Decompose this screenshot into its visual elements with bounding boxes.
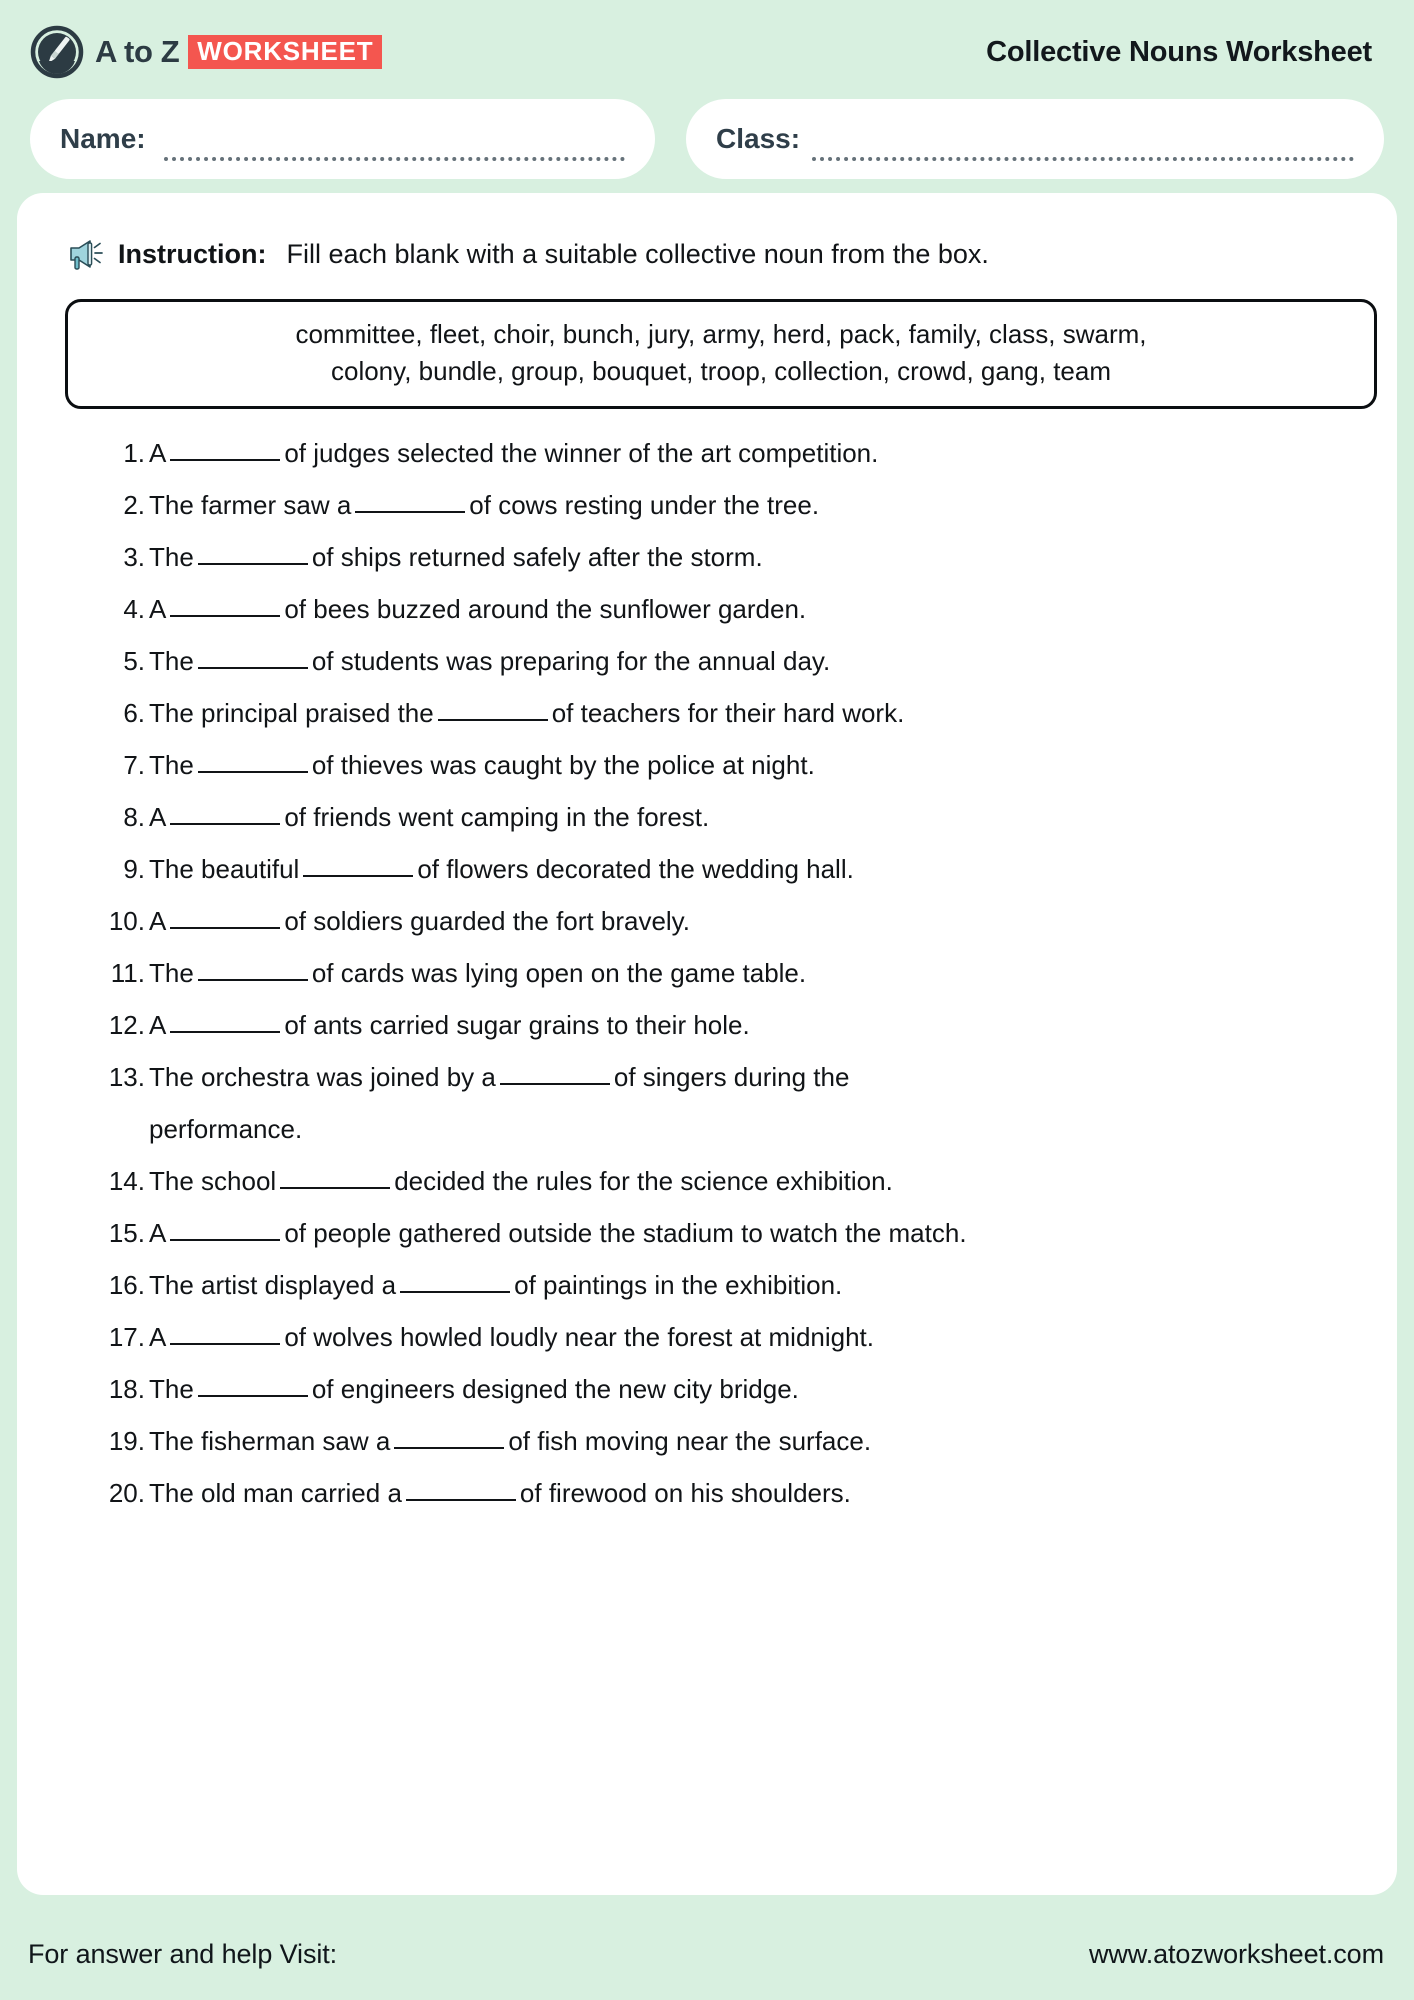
- answer-blank[interactable]: [198, 667, 308, 669]
- answer-blank[interactable]: [198, 563, 308, 565]
- answer-blank[interactable]: [280, 1187, 390, 1189]
- question-number: 2.: [123, 490, 145, 521]
- instruction-row: [51, 227, 1363, 281]
- question-row: [97, 1423, 1363, 1475]
- question-text-before: The fisherman saw a: [149, 1426, 391, 1457]
- name-field-container[interactable]: [30, 99, 655, 179]
- question-number: 16.: [108, 1270, 145, 1301]
- answer-blank[interactable]: [198, 1395, 308, 1397]
- question-text-after: of fish moving near the surface.: [508, 1426, 872, 1457]
- question-text-after: of engineers designed the new city bridge.: [311, 1374, 799, 1405]
- questions-list: [51, 435, 1363, 1527]
- question-text-before: A: [149, 1322, 167, 1353]
- question-text-before: A: [149, 594, 167, 625]
- question-text: [149, 1007, 1363, 1044]
- question-text: [149, 695, 1363, 732]
- question-row: [97, 1319, 1363, 1371]
- answer-blank[interactable]: [170, 1343, 280, 1345]
- question-text: [149, 487, 1363, 524]
- question-text-before: The: [149, 958, 194, 989]
- answer-blank[interactable]: [355, 511, 465, 513]
- question-text-before: The school: [149, 1166, 277, 1197]
- question-text-before: The: [149, 646, 194, 677]
- question-text-after: of friends went camping in the forest.: [284, 802, 710, 833]
- instruction-text: Fill each blank with a suitable collective noun from the box.: [286, 238, 989, 269]
- question-text-after: of cows resting under the tree.: [469, 490, 820, 521]
- question-row: [97, 799, 1363, 851]
- answer-blank[interactable]: [400, 1291, 510, 1293]
- question-number: 9.: [123, 854, 145, 885]
- question-number: 15.: [108, 1218, 145, 1249]
- answer-blank[interactable]: [170, 927, 280, 929]
- question-text: [149, 539, 1363, 576]
- answer-blank[interactable]: [198, 979, 308, 981]
- question-row: [97, 539, 1363, 591]
- question-number: 5.: [123, 646, 145, 677]
- question-text-after: of firewood on his shoulders.: [519, 1478, 851, 1509]
- question-text-before: The beautiful: [149, 854, 300, 885]
- question-text: [149, 747, 1363, 784]
- question-text: [149, 851, 1363, 888]
- question-text-before: The orchestra was joined by a: [149, 1062, 496, 1093]
- brand-name-badge: WORKSHEET: [188, 35, 382, 69]
- question-text-after: of people gathered outside the stadium to watch the match.: [284, 1218, 967, 1249]
- question-text-after: of students was preparing for the annual day.: [311, 646, 831, 677]
- question-text-before: The farmer saw a: [149, 490, 352, 521]
- answer-blank[interactable]: [170, 615, 280, 617]
- question-text-after: of singers during the: [613, 1062, 850, 1093]
- name-label: Name:: [60, 123, 146, 154]
- question-text-after: of wolves howled loudly near the forest at midnight.: [284, 1322, 875, 1353]
- question-text-before: A: [149, 1218, 167, 1249]
- question-text: [149, 1215, 1363, 1252]
- answer-blank[interactable]: [500, 1083, 610, 1085]
- question-number: 20.: [108, 1478, 145, 1509]
- word-bank-line-1: committee, fleet, choir, bunch, jury, army, herd, pack, family, class, swarm,: [295, 319, 1147, 349]
- question-number: 10.: [108, 906, 145, 937]
- question-text-before: A: [149, 906, 167, 937]
- question-row: [97, 643, 1363, 695]
- megaphone-icon: [68, 237, 106, 271]
- question-row: [97, 1007, 1363, 1059]
- question-number: 4.: [123, 594, 145, 625]
- question-text-before: The: [149, 542, 194, 573]
- brand-logo-group: [30, 25, 382, 79]
- question-number: 8.: [123, 802, 145, 833]
- word-bank-line-2: colony, bundle, group, bouquet, troop, collection, crowd, gang, team: [330, 356, 1111, 387]
- question-number: 6.: [123, 698, 145, 729]
- question-text-after: of paintings in the exhibition.: [514, 1270, 843, 1301]
- question-row: [97, 1267, 1363, 1319]
- brand-wordmark: [95, 34, 382, 70]
- question-text-before: The: [149, 1374, 194, 1405]
- question-text: [149, 1163, 1363, 1200]
- question-text-after: of flowers decorated the wedding hall.: [417, 854, 854, 885]
- pen-circle-logo-icon: [30, 25, 84, 79]
- question-text-after: of ships returned safely after the storm.: [311, 542, 763, 573]
- answer-blank[interactable]: [406, 1499, 516, 1501]
- class-input-line[interactable]: [812, 137, 1354, 161]
- question-row: [97, 1371, 1363, 1423]
- question-text-after: of soldiers guarded the fort bravely.: [284, 906, 690, 937]
- question-text-after: of bees buzzed around the sunflower garden.: [284, 594, 807, 625]
- question-text: [149, 1423, 1363, 1460]
- answer-blank[interactable]: [170, 1239, 280, 1241]
- question-row: [97, 1163, 1363, 1215]
- question-text: [149, 799, 1363, 836]
- question-row: [97, 903, 1363, 955]
- question-text-before: A: [149, 802, 167, 833]
- question-row: [97, 1215, 1363, 1267]
- footer-help-text: For answer and help Visit:: [28, 1938, 338, 1969]
- question-row: [97, 591, 1363, 643]
- word-bank-box: [65, 299, 1377, 409]
- question-text-before: The old man carried a: [149, 1478, 402, 1509]
- question-number: 1.: [123, 438, 145, 469]
- page-header: [0, 0, 1414, 104]
- question-row: [97, 955, 1363, 1007]
- answer-blank[interactable]: [394, 1447, 504, 1449]
- question-row: [97, 1059, 1363, 1111]
- question-text-before: The: [149, 750, 194, 781]
- question-text-before: A: [149, 1010, 167, 1041]
- question-number: 14.: [108, 1166, 145, 1197]
- question-text: [149, 1319, 1363, 1356]
- question-row: [97, 695, 1363, 747]
- question-number: 7.: [123, 750, 145, 781]
- question-text-before: A: [149, 438, 167, 469]
- question-number: 3.: [123, 542, 145, 573]
- question-continuation: performance.: [149, 1114, 303, 1145]
- question-row: [97, 435, 1363, 487]
- question-text-after: decided the rules for the science exhibition.: [394, 1166, 893, 1197]
- page-footer: [0, 1908, 1414, 2000]
- answer-blank[interactable]: [198, 771, 308, 773]
- name-input-line[interactable]: [164, 137, 625, 161]
- worksheet-card: [17, 193, 1397, 1895]
- question-number: 12.: [108, 1010, 145, 1041]
- question-text-after: of thieves was caught by the police at night.: [311, 750, 815, 781]
- question-text: [149, 955, 1363, 992]
- brand-name-primary: A to Z: [95, 34, 180, 69]
- question-text-after: of cards was lying open on the game table.: [311, 958, 807, 989]
- question-text-before: The principal praised the: [149, 698, 434, 729]
- answer-blank[interactable]: [170, 823, 280, 825]
- answer-blank[interactable]: [170, 1031, 280, 1033]
- question-text: [149, 1267, 1363, 1304]
- question-text-after: of teachers for their hard work.: [551, 698, 905, 729]
- question-row: [97, 1475, 1363, 1527]
- question-number: 18.: [108, 1374, 145, 1405]
- question-text: [149, 1475, 1363, 1512]
- question-number: 13.: [108, 1062, 145, 1093]
- class-label: Class:: [716, 123, 801, 154]
- question-text: [149, 435, 1363, 472]
- answer-blank[interactable]: [303, 875, 413, 877]
- question-number: 17.: [108, 1322, 145, 1353]
- answer-blank[interactable]: [438, 719, 548, 721]
- question-number: 19.: [108, 1426, 145, 1457]
- question-text: [149, 591, 1363, 628]
- instruction-label: Instruction:: [118, 238, 267, 269]
- question-text-after: of ants carried sugar grains to their hole.: [284, 1010, 750, 1041]
- question-text-before: The artist displayed a: [149, 1270, 397, 1301]
- student-info-row: [30, 99, 1384, 179]
- class-field-container[interactable]: [686, 99, 1384, 179]
- question-text: [149, 1371, 1363, 1408]
- question-text: [149, 1059, 1363, 1096]
- footer-website-url[interactable]: www.atozworksheet.com: [1088, 1938, 1384, 1969]
- question-row: [97, 487, 1363, 539]
- question-row: [97, 851, 1363, 903]
- question-number: 11.: [110, 958, 145, 989]
- question-row: [97, 747, 1363, 799]
- question-text: [149, 903, 1363, 940]
- answer-blank[interactable]: [170, 459, 280, 461]
- page-title: Collective Nouns Worksheet: [986, 35, 1372, 68]
- question-text-after: of judges selected the winner of the art competition.: [284, 438, 879, 469]
- question-text: [149, 643, 1363, 680]
